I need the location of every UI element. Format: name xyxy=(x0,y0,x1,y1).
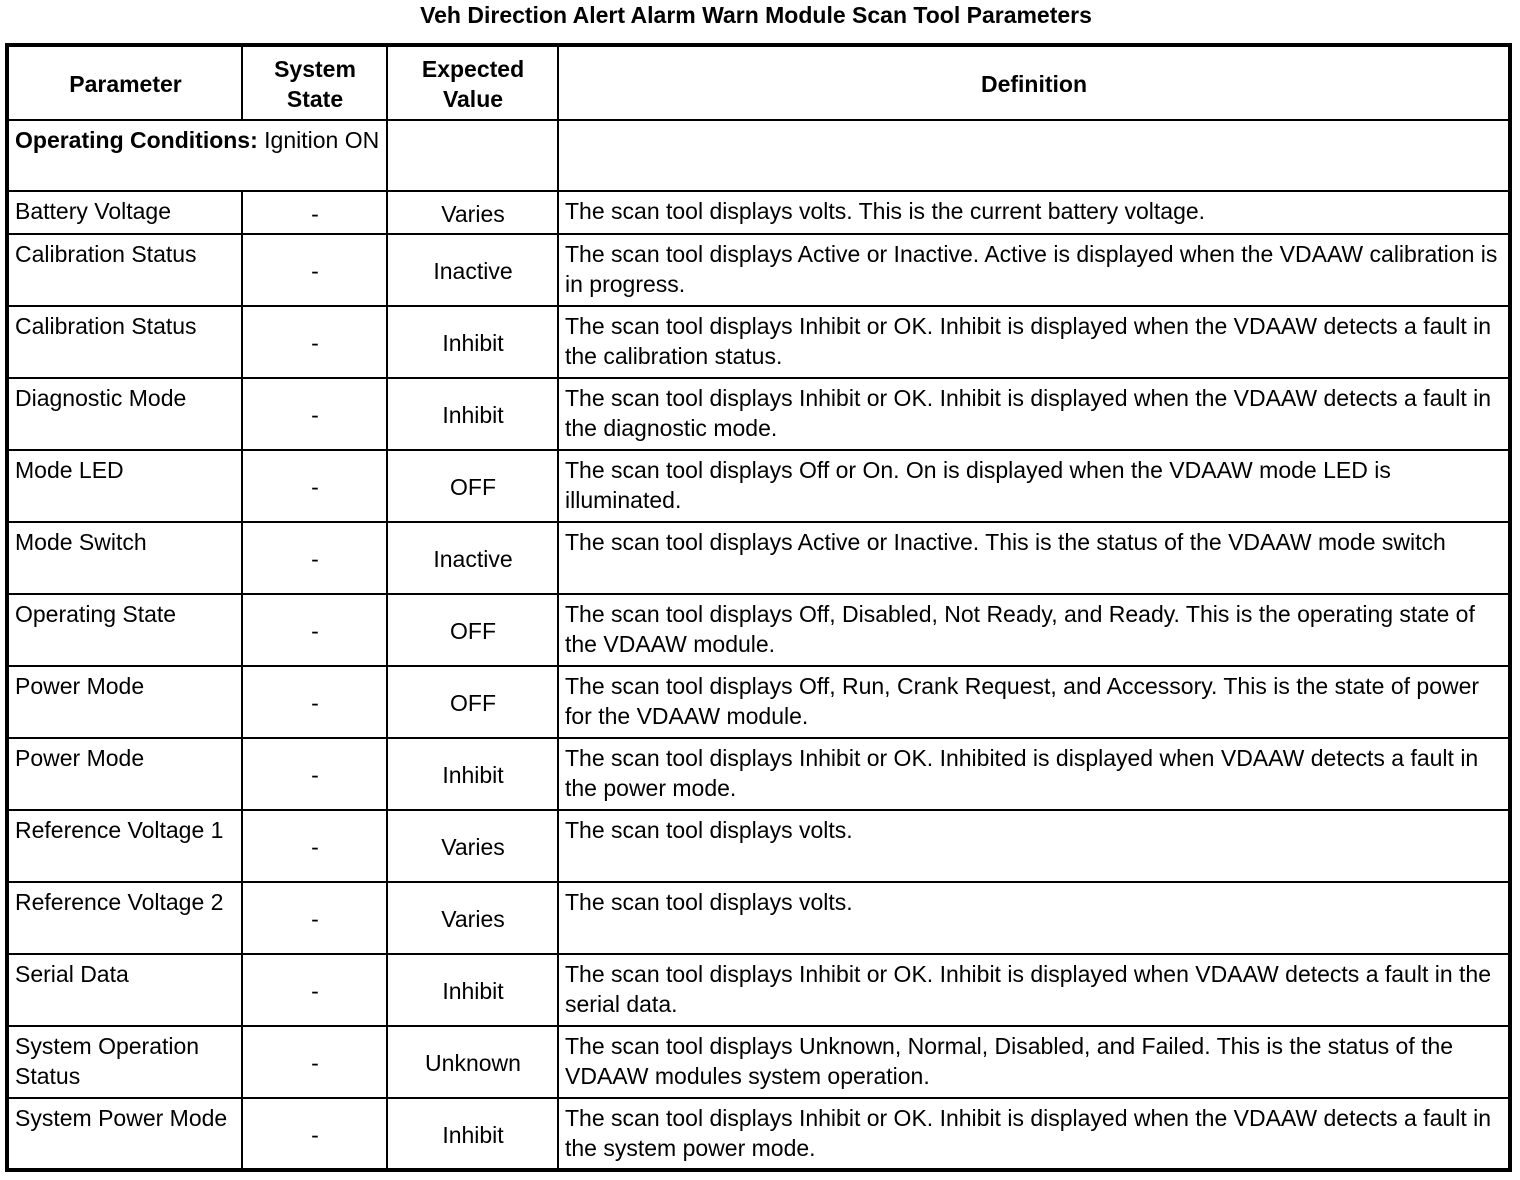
expected-value-cell: Varies xyxy=(387,882,558,954)
parameter-cell: Calibration Status xyxy=(7,234,242,306)
table-row xyxy=(7,378,1510,450)
expected-value-cell: Inhibit xyxy=(387,1098,558,1170)
system-state-cell: - xyxy=(242,1026,387,1098)
expected-value-cell: OFF xyxy=(387,594,558,666)
parameter-cell: Reference Voltage 2 xyxy=(7,882,242,954)
parameter-cell: Power Mode xyxy=(7,666,242,738)
table-row xyxy=(7,306,1510,378)
table-row xyxy=(7,594,1510,666)
system-state-cell: - xyxy=(242,594,387,666)
scan-tool-parameters-table xyxy=(5,43,1512,1172)
parameter-cell: Power Mode xyxy=(7,738,242,810)
definition-cell: The scan tool displays Inhibit or OK. Inhibit is displayed when the VDAAW detects a fault in the system power mode. xyxy=(558,1098,1510,1170)
parameter-cell: Calibration Status xyxy=(7,306,242,378)
operating-conditions-label: Operating Conditions: xyxy=(15,127,258,153)
table-row xyxy=(7,882,1510,954)
table-row xyxy=(7,666,1510,738)
header-row xyxy=(7,45,1510,120)
header-parameter: Parameter xyxy=(7,45,242,120)
definition-cell: The scan tool displays Off, Run, Crank Request, and Accessory. This is the state of power for the VDAAW module. xyxy=(558,666,1510,738)
definition-cell: The scan tool displays Off, Disabled, Not Ready, and Ready. This is the operating state of the VDAAW module. xyxy=(558,594,1510,666)
definition-cell: The scan tool displays Unknown, Normal, Disabled, and Failed. This is the status of the VDAAW modules system operation. xyxy=(558,1026,1510,1098)
system-state-cell: - xyxy=(242,234,387,306)
definition-cell: The scan tool displays Off or On. On is displayed when the VDAAW mode LED is illuminated. xyxy=(558,450,1510,522)
system-state-cell: - xyxy=(242,378,387,450)
table-row xyxy=(7,1098,1510,1170)
definition-cell: The scan tool displays volts. xyxy=(558,810,1510,882)
definition-cell: The scan tool displays Inhibit or OK. Inhibit is displayed when the VDAAW detects a fault in the diagnostic mode. xyxy=(558,378,1510,450)
system-state-cell: - xyxy=(242,191,387,234)
definition-cell: The scan tool displays volts. xyxy=(558,882,1510,954)
table-row xyxy=(7,191,1510,234)
operating-conditions-cell xyxy=(7,120,387,191)
header-definition: Definition xyxy=(558,45,1510,120)
expected-value-cell: Inactive xyxy=(387,522,558,594)
system-state-cell: - xyxy=(242,666,387,738)
system-state-cell: - xyxy=(242,450,387,522)
table-row xyxy=(7,738,1510,810)
system-state-cell: - xyxy=(242,954,387,1026)
definition-cell: The scan tool displays Inhibit or OK. Inhibit is displayed when VDAAW detects a fault in the serial data. xyxy=(558,954,1510,1026)
operating-conditions-empty-definition xyxy=(558,120,1510,191)
header-system-state: System State xyxy=(242,45,387,120)
table-row xyxy=(7,810,1510,882)
definition-cell: The scan tool displays Inhibit or OK. Inhibit is displayed when the VDAAW detects a fault in the calibration status. xyxy=(558,306,1510,378)
header-expected-value: Expected Value xyxy=(387,45,558,120)
table-row xyxy=(7,522,1510,594)
table-row xyxy=(7,954,1510,1026)
expected-value-cell: Varies xyxy=(387,191,558,234)
expected-value-cell: Varies xyxy=(387,810,558,882)
operating-conditions-empty-expected xyxy=(387,120,558,191)
definition-cell: The scan tool displays Inhibit or OK. Inhibited is displayed when VDAAW detects a fault in the power mode. xyxy=(558,738,1510,810)
expected-value-cell: Inhibit xyxy=(387,954,558,1026)
expected-value-cell: OFF xyxy=(387,450,558,522)
parameter-cell: Diagnostic Mode xyxy=(7,378,242,450)
parameter-cell: Battery Voltage xyxy=(7,191,242,234)
expected-value-cell: Inhibit xyxy=(387,378,558,450)
system-state-cell: - xyxy=(242,810,387,882)
parameter-cell: Mode LED xyxy=(7,450,242,522)
expected-value-cell: Unknown xyxy=(387,1026,558,1098)
operating-conditions-row xyxy=(7,120,1510,191)
operating-conditions-value: Ignition ON xyxy=(257,127,380,153)
system-state-cell: - xyxy=(242,522,387,594)
table-row xyxy=(7,234,1510,306)
table-row xyxy=(7,450,1510,522)
parameter-cell: Reference Voltage 1 xyxy=(7,810,242,882)
definition-cell: The scan tool displays Active or Inactive. Active is displayed when the VDAAW calibration is in progress. xyxy=(558,234,1510,306)
definition-cell: The scan tool displays volts. This is the current battery voltage. xyxy=(558,191,1510,234)
parameter-cell: System Operation Status xyxy=(7,1026,242,1098)
parameter-cell: Operating State xyxy=(7,594,242,666)
system-state-cell: - xyxy=(242,738,387,810)
table-row xyxy=(7,1026,1510,1098)
definition-cell: The scan tool displays Active or Inactive. This is the status of the VDAAW mode switch xyxy=(558,522,1510,594)
system-state-cell: - xyxy=(242,306,387,378)
expected-value-cell: OFF xyxy=(387,666,558,738)
parameter-cell: System Power Mode xyxy=(7,1098,242,1170)
parameter-cell: Serial Data xyxy=(7,954,242,1026)
expected-value-cell: Inhibit xyxy=(387,306,558,378)
system-state-cell: - xyxy=(242,1098,387,1170)
expected-value-cell: Inactive xyxy=(387,234,558,306)
expected-value-cell: Inhibit xyxy=(387,738,558,810)
parameter-cell: Mode Switch xyxy=(7,522,242,594)
system-state-cell: - xyxy=(242,882,387,954)
page-title: Veh Direction Alert Alarm Warn Module Scan Tool Parameters xyxy=(420,2,1092,28)
